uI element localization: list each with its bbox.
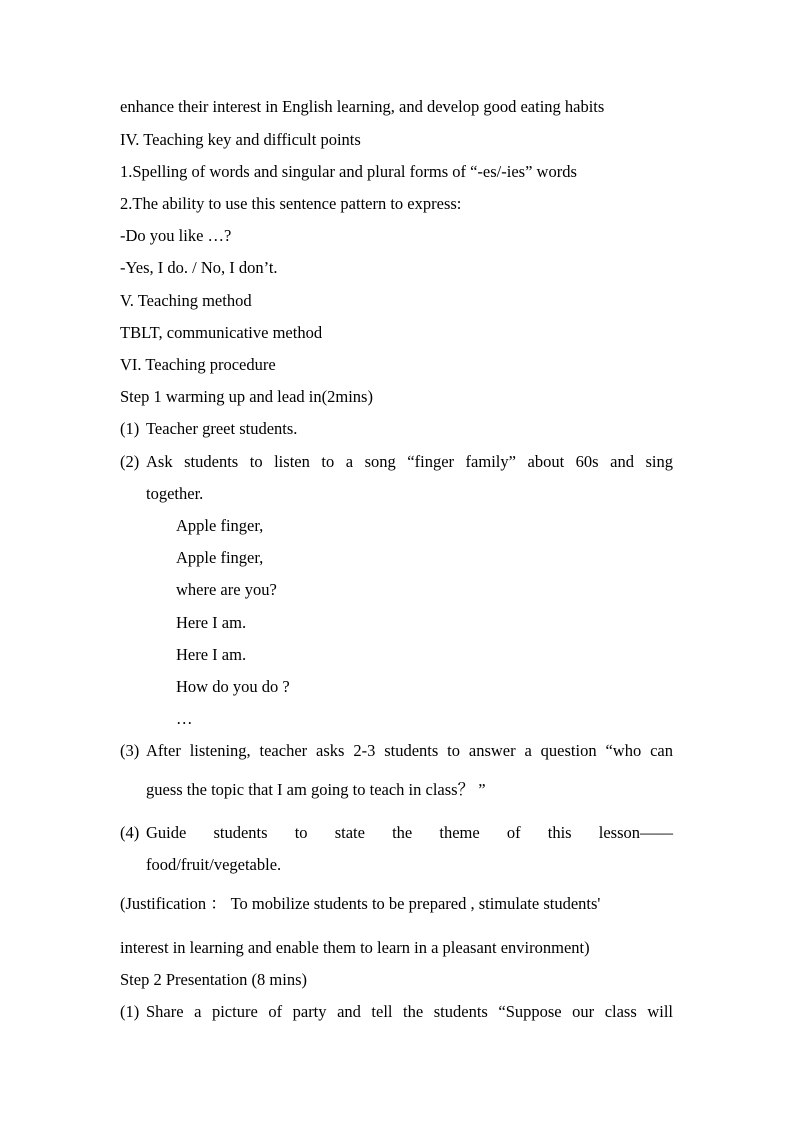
list-number: (1) <box>120 1002 140 1021</box>
section-heading-method: V. Teaching method <box>120 291 252 310</box>
word: Guide <box>146 823 187 842</box>
step2-item-1-line-1: Share a picture of party and tell the students “Suppose our class will <box>146 1002 673 1021</box>
word: the <box>392 823 413 842</box>
list-number: (1) <box>120 419 140 438</box>
word: lesson—— <box>598 823 673 842</box>
section-heading-key-points: IV. Teaching key and difficult points <box>120 130 361 149</box>
step1-item-2-line-2: together. <box>146 484 204 503</box>
step1-heading: Step 1 warming up and lead in(2mins) <box>120 387 373 406</box>
step1-item-3-line-1: After listening, teacher asks 2-3 students to answer a question “who can <box>146 741 673 760</box>
song-line: Here I am. <box>176 645 247 664</box>
word: students <box>213 823 268 842</box>
step1-item-4-line-1 <box>146 822 673 844</box>
step1-item-2-line-1: Ask students to listen to a song “finger family” about 60s and sing <box>146 452 673 471</box>
key-point-1: 1.Spelling of words and singular and plural forms of “-es/-ies” words <box>120 162 577 181</box>
step2-heading: Step 2 Presentation (8 mins) <box>120 970 307 989</box>
step1-item-3-line-2: guess the topic that I am going to teach in class？ ” <box>146 780 486 799</box>
key-point-2: 2.The ability to use this sentence pattern to express: <box>120 194 462 213</box>
justification-line-2: interest in learning and enable them to learn in a pleasant environment) <box>120 938 590 957</box>
step1-item-1: Teacher greet students. <box>146 419 298 438</box>
song-line: Apple finger, <box>176 516 264 535</box>
list-number: (3) <box>120 741 140 760</box>
word: theme <box>439 823 480 842</box>
song-line: How do you do ? <box>176 677 290 696</box>
method-text: TBLT, communicative method <box>120 323 323 342</box>
sentence-pattern-answer: -Yes, I do. / No, I don’t. <box>120 258 278 277</box>
song-line: Here I am. <box>176 613 247 632</box>
list-number: (4) <box>120 823 140 842</box>
song-line: where are you? <box>176 580 277 599</box>
song-line: … <box>176 709 193 728</box>
justification-line-1: (Justification ： To mobilize students to be prepared , stimulate students' <box>120 894 601 913</box>
word: to <box>294 823 308 842</box>
list-number: (2) <box>120 452 140 471</box>
objective-line: enhance their interest in English learning, and develop good eating habits <box>120 97 605 116</box>
word: state <box>334 823 365 842</box>
word: this <box>547 823 572 842</box>
step1-item-4-line-2: food/fruit/vegetable. <box>146 855 282 874</box>
word: of <box>506 823 521 842</box>
song-line: Apple finger, <box>176 548 264 567</box>
sentence-pattern-question: -Do you like …? <box>120 226 232 245</box>
section-heading-procedure: VI. Teaching procedure <box>120 355 276 374</box>
